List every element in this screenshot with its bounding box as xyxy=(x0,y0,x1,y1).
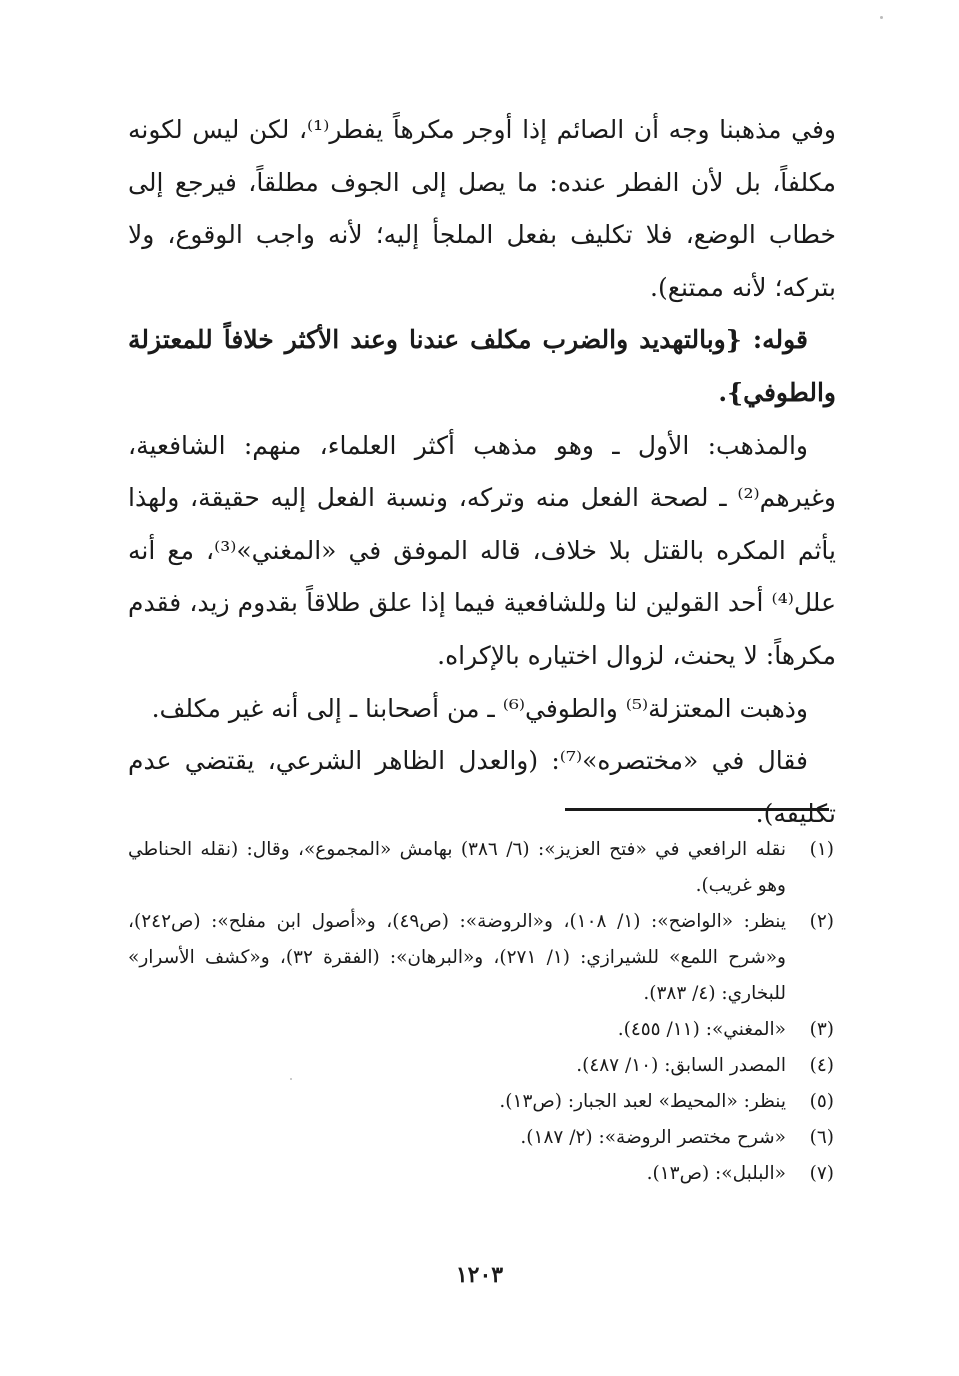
footnote-text: ينظر: «الواضح»: (١/ ١٠٨)، و«الروضة»: (ص٤٩)، و«أصول ابن مفلح»: (ص٢٤٢)، و«شرح اللمع» للشيرازي: (١/ ٢٧١)، و«البرهان»: (الفقرة ٣٢)، و«كشف الأسرار» للبخاري: (٤/ ٣٨٣). xyxy=(128,911,786,1004)
footnote xyxy=(128,904,834,1012)
page-number: ١٢٠٣ xyxy=(455,1262,504,1288)
footnote xyxy=(128,1048,834,1084)
footnote xyxy=(128,832,834,904)
paragraph: والمذهب: الأول ـ وهو مذهب أكثر العلماء، منهم: الشافعية، وغيرهم⁽²⁾ ـ لصحة الفعل منه وتركه، ونسبة الفعل إليه حقيقة، ولهذا يأثم المكره بالقتل بلا خلاف، قاله الموفق في «المغني»⁽³⁾، مع أنه علل⁽⁴⁾ أحد القولين لنا وللشافعية فيما إذا علق طلاقاً بقدوم زيد، فقدم مكرهاً: لا يحنث، لزوال اختياره بالإكراه. xyxy=(128,430,836,670)
paragraph: وذهبت المعتزلة⁽⁵⁾ والطوفي⁽⁶⁾ ـ من أصحابنا ـ إلى أنه غير مكلف. xyxy=(151,693,808,723)
footnote-text: المصدر السابق: (١٠/ ٤٨٧). xyxy=(576,1055,786,1076)
footnote-text: «شرح مختصر الروضة»: (٢/ ١٨٧). xyxy=(520,1127,786,1148)
footnotes xyxy=(128,832,834,1192)
footnote xyxy=(128,1084,834,1120)
footnote-separator xyxy=(565,808,829,811)
footnote-number: (٣) xyxy=(809,1019,834,1040)
footnote-text: ينظر: «المحيط» لعبد الجبار: (ص١٣). xyxy=(499,1091,786,1112)
footnote-text: «البلبل»: (ص١٣). xyxy=(646,1163,786,1184)
footnote-number: (٦) xyxy=(809,1127,834,1148)
footnote-number: (٤) xyxy=(809,1055,834,1076)
footnote-number: (٢) xyxy=(809,911,834,932)
footnote-text: «المغني»: (١١/ ٤٥٥). xyxy=(617,1019,786,1040)
footnote-text: نقله الرافعي في «فتح العزيز»: (٦/ ٣٨٦) بهامش «المجموع»، وقال: (نقله الحناطي وهو غريب). xyxy=(128,839,786,896)
paragraph: فقال في «مختصره»⁽⁷⁾: (والعدل الظاهر الشرعي، يقتضي عدم تكليفه). xyxy=(128,746,836,828)
scan-speck xyxy=(880,16,883,19)
footnote-number: (٧) xyxy=(809,1163,834,1184)
paragraph: وفي مذهبنا وجه أن الصائم إذا أوجر مكرهاً يفطر⁽¹⁾، لكن ليس لكونه مكلفاً، بل لأن الفطر عنده: ما يصل إلى الجوف مطلقاً، فيرجع إلى خطاب الوضع، فلا تكليف بفعل الملجأ إليه؛ لأنه واجب الوقوع، ولا بتركه؛ لأنه ممتنع). xyxy=(128,115,836,302)
main-text xyxy=(128,104,836,840)
footnote xyxy=(128,1012,834,1048)
footnote xyxy=(128,1156,834,1192)
footnote-number: (٥) xyxy=(809,1091,834,1112)
footnote xyxy=(128,1120,834,1156)
footnote-number: (١) xyxy=(809,839,834,860)
quoted-statement: قوله: {وبالتهديد والضرب مكلف عندنا وعند الأكثر خلافاً للمعتزلة والطوفي}. xyxy=(128,325,836,407)
